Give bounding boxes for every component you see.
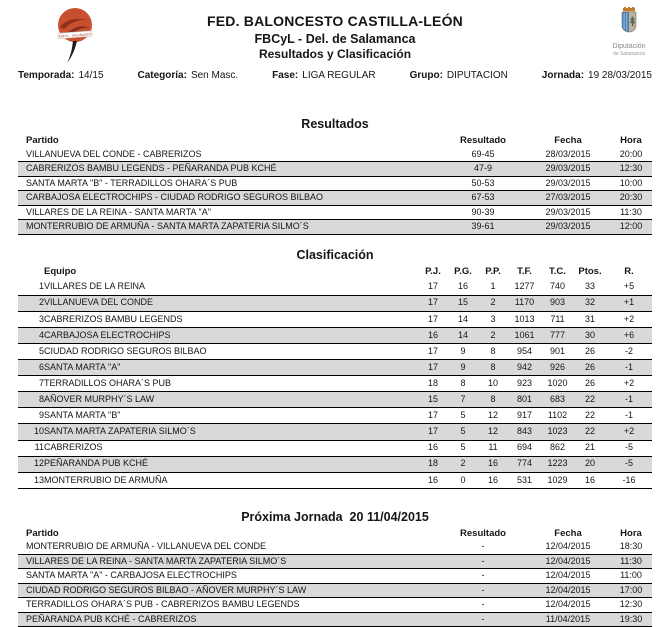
pos-cell: 8 bbox=[38, 394, 44, 405]
ptos-cell: 22 bbox=[584, 410, 595, 421]
pp-cell: 3 bbox=[490, 313, 496, 324]
meta-grupo bbox=[410, 70, 508, 81]
table-row bbox=[18, 540, 652, 554]
pj-cell: 18 bbox=[427, 458, 438, 469]
tc-cell: 683 bbox=[549, 394, 566, 405]
ptos-cell: 26 bbox=[584, 377, 595, 388]
next-round-header-row bbox=[18, 527, 652, 541]
result-cell: - bbox=[481, 613, 485, 624]
pg-cell: 5 bbox=[460, 442, 466, 453]
team-cell: CARBAJOSA ELECTROCHIPS bbox=[44, 329, 171, 340]
standings-section bbox=[0, 248, 670, 489]
date-cell: 12/04/2015 bbox=[545, 599, 591, 610]
next-round-section bbox=[0, 510, 670, 627]
pp-cell: 2 bbox=[490, 329, 496, 340]
team-cell: MONTERRUBIO DE ARMUÑA bbox=[44, 474, 168, 485]
col-header-hora: Hora bbox=[620, 135, 642, 146]
result-cell: - bbox=[481, 570, 485, 581]
tf-cell: 942 bbox=[516, 361, 533, 372]
table-row bbox=[18, 424, 652, 440]
r-cell: -5 bbox=[624, 458, 633, 469]
time-cell: 12:30 bbox=[619, 599, 643, 610]
title-block bbox=[0, 0, 670, 61]
pp-cell: 16 bbox=[487, 458, 498, 469]
date-cell: 29/03/2015 bbox=[545, 163, 591, 173]
match-cell: VILLARES DE LA REINA - SANTA MARTA "A" bbox=[26, 206, 211, 217]
results-header-row bbox=[18, 134, 652, 148]
results-table bbox=[18, 134, 652, 235]
table-row bbox=[18, 376, 652, 392]
standings-body bbox=[18, 280, 652, 489]
tf-cell: 917 bbox=[516, 410, 533, 421]
date-cell: 27/03/2015 bbox=[545, 192, 591, 202]
meta-label: Grupo: bbox=[409, 70, 443, 81]
diputacion-caption-line1: Diputación bbox=[612, 43, 646, 50]
meta-value: Sen Masc. bbox=[190, 70, 239, 81]
table-row bbox=[18, 191, 652, 206]
r-cell: +1 bbox=[623, 297, 635, 308]
table-row bbox=[18, 598, 652, 613]
tc-cell: 711 bbox=[550, 313, 565, 324]
r-cell: +5 bbox=[623, 281, 635, 292]
match-cell: TERRADILLOS OHARA´S PUB - CABRERIZOS BAMBU LEGENDS bbox=[26, 599, 300, 610]
pg-cell: 9 bbox=[460, 345, 466, 356]
pj-cell: 16 bbox=[427, 474, 438, 485]
pos-cell: 11 bbox=[34, 442, 44, 453]
results-title: Resultados bbox=[301, 117, 369, 131]
tf-cell: 801 bbox=[516, 394, 533, 405]
team-cell: CABRERIZOS bbox=[44, 442, 103, 453]
federation-title: FED. BALONCESTO CASTILLA-LEÓN bbox=[207, 13, 463, 29]
pj-cell: 15 bbox=[427, 394, 438, 405]
time-cell: 12:30 bbox=[619, 163, 643, 173]
table-row bbox=[18, 205, 652, 220]
table-row bbox=[18, 408, 652, 424]
pj-cell: 17 bbox=[427, 297, 438, 308]
tf-cell: 1013 bbox=[514, 313, 535, 324]
col-header-ptos: Ptos. bbox=[578, 266, 602, 278]
delegation-title: FBCyL - Del. de Salamanca bbox=[254, 32, 416, 46]
time-cell: 10:00 bbox=[619, 177, 643, 188]
meta-categoria bbox=[137, 70, 238, 81]
tf-cell: 954 bbox=[516, 345, 533, 356]
time-cell: 11:00 bbox=[620, 570, 642, 581]
pos-cell: 2 bbox=[38, 297, 44, 308]
tf-cell: 1277 bbox=[514, 281, 535, 292]
meta-label: Categoría: bbox=[137, 70, 187, 81]
col-header-pj: P.J. bbox=[425, 266, 441, 278]
tf-cell: 774 bbox=[516, 458, 533, 469]
pj-cell: 17 bbox=[427, 410, 438, 421]
ptos-cell: 22 bbox=[584, 426, 595, 437]
date-cell: 29/03/2015 bbox=[545, 221, 591, 231]
pos-cell: 10 bbox=[33, 426, 44, 437]
pp-cell: 10 bbox=[487, 377, 498, 388]
time-cell: 11:30 bbox=[620, 206, 642, 217]
ptos-cell: 20 bbox=[584, 458, 595, 469]
pp-cell: 8 bbox=[490, 345, 496, 356]
tf-cell: 843 bbox=[516, 426, 533, 437]
r-cell: +2 bbox=[623, 313, 635, 324]
standings-title: Clasificación bbox=[296, 247, 374, 262]
tc-cell: 740 bbox=[549, 281, 566, 292]
table-row bbox=[18, 280, 652, 296]
svg-text:FBCYL · SALAMANCA: FBCYL · SALAMANCA bbox=[58, 32, 92, 39]
col-header-partido: Partido bbox=[26, 135, 59, 146]
pp-cell: 12 bbox=[487, 426, 498, 437]
results-body bbox=[18, 148, 652, 235]
result-cell: 90-39 bbox=[471, 206, 495, 217]
page-subtitle: Resultados y Clasificación bbox=[258, 47, 412, 61]
next-round-table bbox=[18, 527, 652, 627]
meta-value: 19 28/03/2015 bbox=[588, 70, 652, 81]
pg-cell: 8 bbox=[460, 377, 466, 388]
pos-cell: 3 bbox=[38, 313, 44, 324]
pos-cell: 12 bbox=[33, 458, 44, 469]
table-row bbox=[18, 343, 652, 359]
match-cell: VILLANUEVA DEL CONDE - CABRERIZOS bbox=[26, 148, 202, 159]
match-cell: SANTA MARTA "A" - CARBAJOSA ELECTROCHIPS bbox=[26, 570, 237, 581]
team-cell: CIUDAD RODRIGO SEGUROS BILBAO bbox=[44, 345, 207, 356]
result-cell: 69-45 bbox=[471, 148, 495, 159]
date-cell: 12/04/2015 bbox=[545, 541, 591, 552]
diputacion-shield-icon bbox=[616, 7, 642, 37]
team-cell: CABRERIZOS BAMBU LEGENDS bbox=[44, 313, 183, 324]
match-cell: SANTA MARTA "B" - TERRADILLOS OHARA´S PUB bbox=[26, 177, 238, 188]
time-cell: 20:30 bbox=[619, 192, 643, 202]
time-cell: 20:00 bbox=[619, 148, 643, 159]
ptos-cell: 26 bbox=[584, 345, 595, 356]
pos-cell: 13 bbox=[33, 474, 44, 485]
pp-cell: 11 bbox=[488, 442, 498, 453]
table-row bbox=[18, 220, 652, 235]
ptos-cell: 16 bbox=[584, 474, 595, 485]
pg-cell: 5 bbox=[460, 426, 466, 437]
pj-cell: 18 bbox=[427, 377, 438, 388]
table-row bbox=[18, 148, 652, 162]
match-cell: CARBAJOSA ELECTROCHIPS - CIUDAD RODRIGO SEGUROS BILBAO bbox=[26, 192, 324, 202]
team-cell: SANTA MARTA "A" bbox=[44, 361, 121, 372]
team-cell: SANTA MARTA ZAPATERIA SILMO´S bbox=[44, 426, 196, 437]
pj-cell: 17 bbox=[427, 313, 438, 324]
pg-cell: 0 bbox=[460, 474, 466, 485]
meta-jornada bbox=[542, 70, 652, 81]
diputacion-logo bbox=[600, 7, 658, 57]
pp-cell: 2 bbox=[490, 297, 496, 308]
team-cell: VILLARES DE LA REINA bbox=[44, 281, 146, 292]
team-cell: SANTA MARTA "B" bbox=[44, 410, 121, 421]
match-cell: PEÑARANDA PUB KCHÉ - CABRERIZOS bbox=[26, 613, 197, 624]
meta-label: Jornada: bbox=[541, 70, 585, 81]
tf-cell: 1061 bbox=[514, 329, 535, 340]
col-header-hora: Hora bbox=[620, 527, 642, 539]
col-header-fecha: Fecha bbox=[554, 135, 582, 146]
r-cell: +6 bbox=[623, 329, 635, 340]
result-cell: 47-9 bbox=[473, 163, 492, 173]
tf-cell: 1170 bbox=[514, 297, 535, 308]
pj-cell: 17 bbox=[427, 426, 438, 437]
date-cell: 28/03/2015 bbox=[545, 148, 591, 159]
tc-cell: 1023 bbox=[547, 426, 568, 437]
pg-cell: 7 bbox=[460, 394, 466, 405]
tc-cell: 1029 bbox=[547, 474, 568, 485]
r-cell: -2 bbox=[624, 345, 633, 356]
fbcyl-basketball-logo-icon bbox=[50, 5, 100, 63]
r-cell: -1 bbox=[624, 410, 633, 421]
meta-bar bbox=[18, 70, 652, 81]
pj-cell: 17 bbox=[427, 345, 438, 356]
meta-temporada bbox=[18, 70, 104, 81]
tc-cell: 1102 bbox=[547, 410, 568, 421]
team-cell: AÑOVER MURPHY´S LAW bbox=[44, 394, 155, 405]
col-header-equipo: Equipo bbox=[44, 266, 77, 278]
table-row bbox=[18, 583, 652, 598]
result-cell: 39-61 bbox=[471, 221, 495, 231]
time-cell: 11:30 bbox=[620, 555, 642, 566]
result-cell: - bbox=[481, 584, 485, 595]
tc-cell: 901 bbox=[549, 345, 566, 356]
team-cell: PEÑARANDA PUB KCHÉ bbox=[44, 458, 149, 469]
tf-cell: 694 bbox=[516, 442, 533, 453]
table-row bbox=[18, 360, 652, 376]
col-header-partido: Partido bbox=[26, 527, 59, 539]
meta-value: DIPUTACION bbox=[446, 70, 508, 81]
col-header-tc: T.C. bbox=[549, 266, 566, 278]
table-row bbox=[18, 554, 652, 569]
document-header bbox=[0, 0, 670, 60]
date-cell: 11/04/2015 bbox=[545, 613, 591, 624]
table-row bbox=[18, 456, 652, 472]
table-row bbox=[18, 569, 652, 584]
pos-cell: 6 bbox=[38, 361, 44, 372]
date-cell: 29/03/2015 bbox=[545, 177, 591, 188]
col-header-pp: P.P. bbox=[485, 266, 501, 278]
col-header-fecha: Fecha bbox=[554, 527, 582, 539]
results-section bbox=[0, 117, 670, 235]
time-cell: 17:00 bbox=[619, 584, 643, 595]
date-cell: 29/03/2015 bbox=[545, 206, 591, 217]
standings-header-row bbox=[18, 265, 652, 280]
result-cell: 67-53 bbox=[471, 192, 495, 202]
pp-cell: 8 bbox=[490, 394, 496, 405]
match-cell: CABRERIZOS BAMBU LEGENDS - PEÑARANDA PUB KCHÉ bbox=[26, 163, 277, 173]
tc-cell: 926 bbox=[549, 361, 566, 372]
table-row bbox=[18, 392, 652, 408]
table-row bbox=[18, 327, 652, 343]
date-cell: 12/04/2015 bbox=[545, 584, 591, 595]
tc-cell: 1020 bbox=[547, 377, 568, 388]
table-row bbox=[18, 162, 652, 177]
date-cell: 12/04/2015 bbox=[545, 555, 591, 566]
team-cell: TERRADILLOS OHARA´S PUB bbox=[44, 377, 172, 388]
table-row bbox=[18, 311, 652, 327]
date-cell: 12/04/2015 bbox=[545, 570, 591, 581]
pp-cell: 16 bbox=[487, 474, 498, 485]
time-cell: 18:30 bbox=[619, 541, 643, 552]
ptos-cell: 33 bbox=[584, 281, 595, 292]
tf-cell: 923 bbox=[516, 377, 533, 388]
meta-label: Temporada: bbox=[18, 70, 75, 81]
col-header-pg: P.G. bbox=[454, 266, 472, 278]
r-cell: +2 bbox=[623, 377, 635, 388]
r-cell: -1 bbox=[624, 394, 633, 405]
pj-cell: 17 bbox=[427, 281, 438, 292]
tc-cell: 862 bbox=[549, 442, 566, 453]
pg-cell: 14 bbox=[457, 329, 468, 340]
pg-cell: 2 bbox=[460, 458, 466, 469]
pg-cell: 5 bbox=[460, 410, 466, 421]
standings-table bbox=[18, 265, 652, 489]
ptos-cell: 26 bbox=[584, 361, 595, 372]
pp-cell: 12 bbox=[487, 410, 498, 421]
tf-cell: 531 bbox=[516, 474, 533, 485]
col-header-resultado: Resultado bbox=[460, 527, 506, 539]
pp-cell: 1 bbox=[490, 281, 496, 292]
meta-value: 14/15 bbox=[78, 70, 104, 81]
table-row bbox=[18, 440, 652, 456]
pg-cell: 14 bbox=[457, 313, 468, 324]
pj-cell: 16 bbox=[427, 329, 438, 340]
diputacion-caption-line2: de Salamanca bbox=[613, 51, 645, 57]
meta-label: Fase: bbox=[272, 70, 299, 81]
time-cell: 19:30 bbox=[619, 613, 643, 624]
tc-cell: 777 bbox=[549, 329, 566, 340]
r-cell: -16 bbox=[622, 474, 636, 485]
pj-cell: 16 bbox=[427, 442, 438, 453]
match-cell: MONTERRUBIO DE ARMUÑA - VILLANUEVA DEL CONDE bbox=[26, 541, 267, 552]
ptos-cell: 31 bbox=[584, 313, 595, 324]
pg-cell: 16 bbox=[457, 281, 468, 292]
pg-cell: 9 bbox=[460, 361, 466, 372]
match-cell: MONTERRUBIO DE ARMUÑA - SANTA MARTA ZAPATERIA SILMO´S bbox=[26, 221, 309, 231]
col-header-r: R. bbox=[624, 266, 634, 278]
match-cell: VILLARES DE LA REINA - SANTA MARTA ZAPATERIA SILMO´S bbox=[26, 555, 287, 566]
next-round-title: Próxima Jornada 20 11/04/2015 bbox=[241, 509, 429, 524]
ptos-cell: 22 bbox=[584, 394, 595, 405]
next-round-body bbox=[18, 540, 652, 627]
pos-cell: 4 bbox=[38, 329, 44, 340]
table-row bbox=[18, 612, 652, 627]
table-row bbox=[18, 472, 652, 488]
result-cell: - bbox=[481, 599, 485, 610]
tc-cell: 903 bbox=[549, 297, 566, 308]
r-cell: -1 bbox=[624, 361, 633, 372]
ptos-cell: 21 bbox=[584, 442, 595, 453]
team-cell: VILLANUEVA DEL CONDE bbox=[44, 297, 154, 308]
match-cell: CIUDAD RODRIGO SEGUROS BILBAO - AÑOVER MURPHY´S LAW bbox=[26, 584, 307, 595]
pos-cell: 1 bbox=[38, 281, 44, 292]
table-row bbox=[18, 295, 652, 311]
result-cell: - bbox=[481, 541, 485, 552]
pj-cell: 17 bbox=[427, 361, 438, 372]
result-cell: - bbox=[481, 555, 485, 566]
col-header-resultado: Resultado bbox=[460, 135, 506, 146]
col-header-tf: T.F. bbox=[517, 266, 532, 278]
time-cell: 12:00 bbox=[619, 221, 643, 231]
pos-cell: 5 bbox=[38, 345, 44, 356]
r-cell: -5 bbox=[624, 442, 633, 453]
ptos-cell: 30 bbox=[584, 329, 595, 340]
pg-cell: 15 bbox=[457, 297, 468, 308]
pos-cell: 9 bbox=[38, 410, 44, 421]
tc-cell: 1223 bbox=[547, 458, 568, 469]
meta-fase bbox=[272, 70, 375, 81]
table-row bbox=[18, 176, 652, 191]
pos-cell: 7 bbox=[38, 377, 44, 388]
pp-cell: 8 bbox=[490, 361, 496, 372]
r-cell: +2 bbox=[623, 426, 635, 437]
result-cell: 50-53 bbox=[471, 177, 495, 188]
meta-value: LIGA REGULAR bbox=[302, 70, 376, 81]
col-header-pos bbox=[18, 265, 44, 280]
ptos-cell: 32 bbox=[584, 297, 595, 308]
